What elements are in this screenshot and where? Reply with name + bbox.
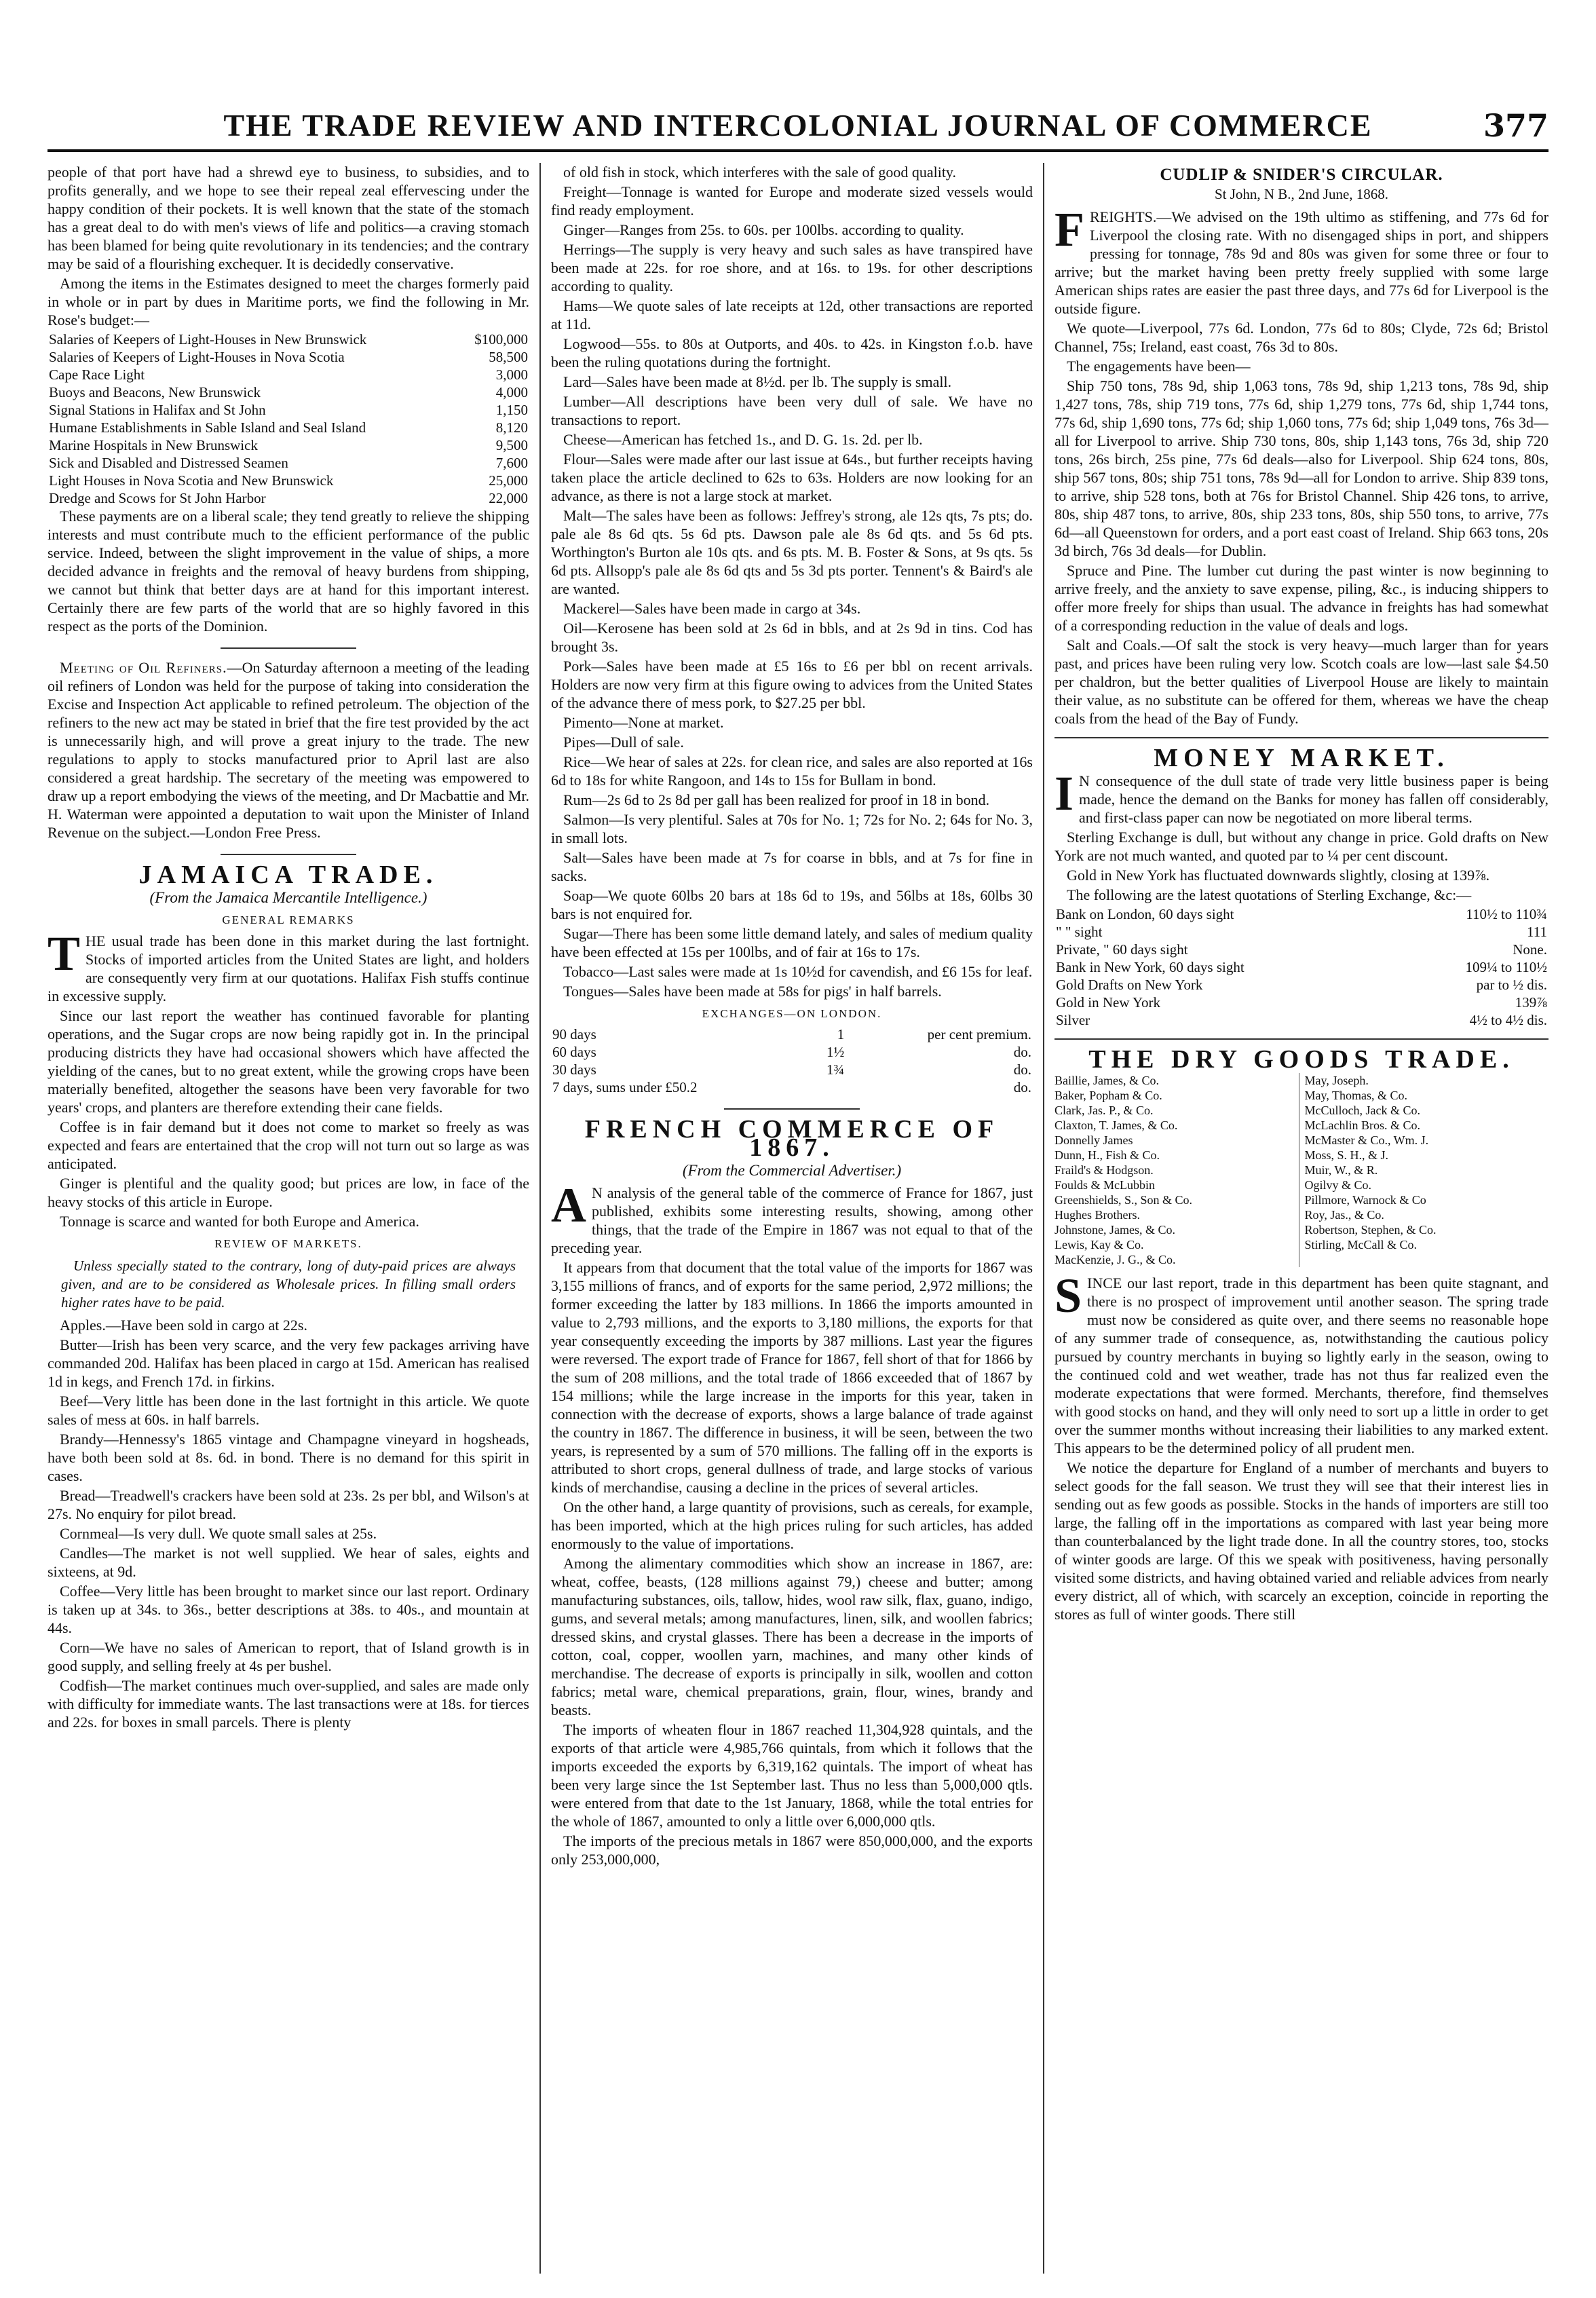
section-divider <box>221 647 356 649</box>
quote-row-label: " " sight <box>1056 924 1103 940</box>
exchange-row-term: 7 days, sums under £50.2 <box>552 1079 698 1095</box>
exchange-row-term: 90 days <box>552 1026 596 1042</box>
budget-row-amount: $100,000 <box>474 331 528 347</box>
merchant-name: Donnelly James <box>1054 1133 1133 1147</box>
budget-row-amount: 4,000 <box>495 384 528 400</box>
exchange-row-term: 30 days <box>552 1061 596 1078</box>
market-entry: Mackerel—Sales have been made in cargo at 34s. <box>563 600 861 617</box>
merchant-name: Roy, Jas., & Co. <box>1304 1208 1384 1222</box>
exchange-row <box>551 1061 1033 1078</box>
budget-row-item: Humane Establishments in Sable Island and Seal Island <box>49 419 366 436</box>
cudlip-paragraph: We quote—Liverpool, 77s 6d. London, 77s 6d to 80s; Clyde, 72s 6d; Bristol Channel, 75s; Ireland, east coast, 76s 3d to 80s. <box>1054 320 1548 355</box>
drop-cap: I <box>1054 766 1074 821</box>
money-first-text: N consequence of the dull state of trade very little business paper is being made, hence the demand on the Banks for money has fallen off considerably, and first-class paper can now be negotiated on more liberal terms. <box>1079 772 1548 826</box>
market-entry: Rum—2s 6d to 2s 8d per gall has been realized for proof in 18 in bond. <box>563 791 990 808</box>
column-1 <box>48 163 529 2267</box>
exchange-row <box>551 1025 1033 1043</box>
french-paragraph: It appears from that document that the total value of the imports for 1867 was 3,155 millions of francs, and of exports for the same period, 2,972 millions; the former exceeding the latter by 183 millions. In 1866 the imports amounted in value to 2,793 millions, and the exports to 3,180 millions, the exports for that year consequently exceeding the imports by 387 millions. Last year the figures were reversed. The export trade of France for 1867, fell short of that for 1866 by the sum of 208 millions, and the total trade of 1866 exceeded that of 1867 by 154 millions; while the large increase in the imports for this year, taken in connection with the decrease of exports, shows a large balance of trade against the country in 1867. The difference in business, it will be seen, between the two years, is represented by a sum of 570 millions. The falling off in the exports is attributed to short crops, general dullness of trade, and large stocks of various kinds of merchandise, causing a decline in the prices of several articles. <box>551 1259 1033 1496</box>
market-entry: Logwood—55s. to 80s at Outports, and 40s. to 42s. in Kingston f.o.b. have been the ruling quotations during the fortnight. <box>551 335 1033 371</box>
market-entry: Bread—Treadwell's crackers have been sold at 23s. 2s per bbl, and Wilson's at 27s. No enquiry for pilot bread. <box>48 1487 529 1522</box>
cudlip-paragraph: Salt and Coals.—Of salt the stock is very heavy—much larger than for years past, and prices have been ruling very low. Scotch coals are low—last sale $4.50 per chaldron, but the better qualities of Liverpool House are likely to maintain their value, as no substitute can be offered for them, whereas we have the cheap coals from the head of the Bay of Fundy. <box>1054 637 1548 727</box>
market-entry: Flour—Sales were made after our last issue at 64s., but further receipts having taken place the article declined to 62s to 63s. Holders are now looking for an advance, as there is not a large stock at market. <box>551 451 1033 504</box>
exchange-row-note: per cent premium. <box>927 1026 1031 1042</box>
merchant-name: Muir, W., & R. <box>1304 1163 1378 1177</box>
cudlip-circular-heading: CUDLIP & SNIDER'S CIRCULAR. <box>1160 166 1443 184</box>
market-entry: Herrings—The supply is very heavy and such sales as have transpired have been made at 22s. for roe shore, and at 16s. to 19s. for other descriptions according to quality. <box>551 241 1033 295</box>
quote-row <box>1054 1011 1548 1029</box>
merchant-name: McLachlin Bros. & Co. <box>1304 1118 1420 1132</box>
newspaper-page <box>48 48 1548 2274</box>
jamaica-trade-heading: JAMAICA TRADE. <box>138 861 438 889</box>
column-2 <box>551 163 1033 2267</box>
budget-row <box>48 331 529 348</box>
market-entry: Sugar—There has been some little demand lately, and sales of medium quality have been effected at 15s per 100lbs, and of fair at 16s to 17s. <box>551 925 1033 960</box>
quote-row-value: 139⅞ <box>1515 994 1547 1011</box>
drop-cap: A <box>551 1178 586 1232</box>
jamaica-paragraph: Coffee is in fair demand but it does not come to market so freely as was expected and fears are entertained that the crop will not turn out so large as was anticipated. <box>48 1118 529 1172</box>
budget-row-amount: 58,500 <box>489 349 528 365</box>
exchange-row <box>551 1043 1033 1061</box>
money-paragraph: The following are the latest quotations of Sterling Exchange, &c:— <box>1067 886 1472 903</box>
market-entry: Pork—Sales have been made at £5 16s to £6 per bbl on recent arrivals. Holders are now very firm at this figure owing to advices from the United States of the advance there of mess pork, to $27.25 per bbl. <box>551 658 1033 711</box>
merchant-name: Pillmore, Warnock & Co <box>1304 1193 1426 1207</box>
market-entry: Oil—Kerosene has been sold at 2s 6d in bbls, and at 2s 9d in tins. Cod has brought 3s. <box>551 620 1033 655</box>
jamaica-first-text: HE usual trade has been done in this market during the last fortnight. Stocks of imported articles from the United States are light, and holders are consequently very firm at our quotations. Halifax Fish stuffs continue in excessive supply. <box>48 933 529 1004</box>
market-entry: Pimento—None at market. <box>563 714 724 731</box>
french-commerce-heading: FRENCH COMMERCE OF 1867. <box>584 1115 1000 1162</box>
cudlip-paragraph: The engagements have been— <box>1067 358 1251 375</box>
quote-row-label: Gold Drafts on New York <box>1056 977 1203 993</box>
exchange-row <box>551 1078 1033 1096</box>
budget-row-amount: 1,150 <box>495 402 528 418</box>
merchant-name: Johnstone, James, & Co. <box>1054 1223 1175 1237</box>
exchange-row-note: do. <box>1013 1061 1031 1078</box>
cudlip-paragraph: Ship 750 tons, 78s 9d, ship 1,063 tons, 78s 9d, ship 1,213 tons, 78s 9d, ship 1,427 tons, 78s, ship 719 tons, 77s 6d, ship 1,279 tons, 77s 6d, ship 1,744 tons, 77s 6d, ship 1,690 tons, 77s 6d; ship 1,060 tons, 77s 6d; ship 1,049 tons, 76s 3d—all for Liverpool to arrive. Ship 730 tons, 80s, ship 1,143 tons, 76s 3d, ship 720 tons, 26s birch, 25s pine, 77s 6d deals—also for Liverpool. Ship 624 tons, 80s, ship 567 tons, 80s; ship 751 tons, 78s 9d—all for London to arrive. Ship 839 tons, to arrive, ship 528 tons, both at 76s for Bristol Channel. Ship 426 tons, to arrive, 80s, ship 487 tons, to arrive, 80s, ship 233 tons, 80s, ship 550 tons, to arrive, 77s 6d—all Queenstown for orders, and a port east coast of Ireland. Ship 663 tons, 20s 3d birch, 76s 3d deals—for Dublin. <box>1054 377 1548 559</box>
quote-row <box>1054 994 1548 1011</box>
budget-row <box>48 436 529 454</box>
merchant-name: Ogilvy & Co. <box>1304 1178 1372 1192</box>
merchant-name: MacKenzie, J. G., & Co. <box>1054 1253 1176 1266</box>
quote-row-label: Silver <box>1056 1012 1090 1028</box>
quote-row <box>1054 923 1548 941</box>
budget-commentary: These payments are on a liberal scale; they tend greatly to relieve the shipping interests and must contribute much to the efficient performance of the public service. Indeed, between the slight improvement in the value of ships, a more decided advance in freights and the removal of heavy burdens from shipping, we cannot but think that better days are at hand for this important interest. Certainly there are few parts of the world that are so highly favored in this respect as the ports of the Dominion. <box>48 508 529 635</box>
money-first-paragraph <box>1054 766 1548 827</box>
quote-row-label: Bank on London, 60 days sight <box>1056 906 1234 922</box>
budget-row-amount: 25,000 <box>489 472 528 489</box>
market-entry: Codfish—The market continues much over-supplied, and sales are made only with difficulty for immediate wants. The last transactions were at 18s. for tierces and 22s. for boxes in small parcels. There is plenty <box>48 1677 529 1731</box>
market-entry: Lard—Sales have been made at 8½d. per lb. The supply is small. <box>563 373 952 390</box>
drop-cap: F <box>1054 202 1084 257</box>
market-entry: of old fish in stock, which interferes with the sale of good quality. <box>563 164 957 181</box>
french-paragraph: On the other hand, a large quantity of provisions, such as cereals, for example, has been imported, which at the high prices ruling for such articles, has added enormously to the value of importations. <box>551 1499 1033 1552</box>
quote-row <box>1054 958 1548 976</box>
quote-row-label: Private, " 60 days sight <box>1056 941 1188 958</box>
cudlip-paragraph: Spruce and Pine. The lumber cut during the past winter is now beginning to arrive freely, and the anxiety to save expense, piling, &c., is inducing shippers to offer more freely for ships than usual. The advance in freights has had somewhat of a corresponding reduction in the value of deals and logs. <box>1054 562 1548 634</box>
general-remarks-heading: GENERAL REMARKS <box>222 913 355 926</box>
merchant-name: May, Joseph. <box>1304 1074 1369 1087</box>
merchant-name: Dunn, H., Fish & Co. <box>1054 1148 1160 1162</box>
merchant-name: Lewis, Kay & Co. <box>1054 1238 1144 1251</box>
market-entry: Ginger—Ranges from 25s. to 60s. per 100lbs. according to quality. <box>563 221 964 238</box>
market-entry: Hams—We quote sales of late receipts at 12d, other transactions are reported at 11d. <box>551 297 1033 333</box>
drop-cap: S <box>1054 1268 1082 1323</box>
oil-refiners-article <box>48 658 529 842</box>
review-note: Unless specially stated to the contrary, long of duty-paid prices are always given, and are to be considered as Wholesale prices. In filling small orders higher rates have to be paid. <box>61 1258 516 1311</box>
budget-row-item: Salaries of Keepers of Light-Houses in Nova Scotia <box>49 349 345 365</box>
budget-row-amount: 9,500 <box>495 437 528 453</box>
budget-row-amount: 3,000 <box>495 366 528 383</box>
budget-row <box>48 383 529 401</box>
dry-goods-first-text: INCE our last report, trade in this department has been quite stagnant, and there is no prospect of improvement until another season. The spring trade must now be considered as quite over, and there seems no reasonable hope of any summer trade of consequence, as, notwithstanding the cautious policy pursued by country merchants in buying so lightly early in the season, owing to the continued cold and wet weather, trade has not thus far realized even the moderate expectations that were formed. Merchants, therefore, find themselves with good stocks on hand, and they will only need to sort up a little in order to get over the summer months without increasing their liabilities to any marked extent. This appears to be the determined policy of all prudent men. <box>1054 1275 1548 1456</box>
merchants-list <box>1054 1073 1548 1267</box>
oil-refiners-text: —On Saturday afternoon a meeting of the leading oil refiners of London was held for the purpose of taking into consideration the Excise and Inspection Act applicable to refined petroleum. The objection of the refiners to the new act may be stated in brief that the fire test provided by the act is unnecessarily high, and will prove a great injury to the trade. The new regulations to apply to stocks manufactured prior to April last are also considered a great hardship. The secretary of the meeting was empowered to draw up a report embodying the views of the meeting, and Dr Macbattie and Mr. H. Waterman were appointed a deputation to wait upon the Minister of Inland Revenue on the subject.—London Free Press. <box>48 659 529 841</box>
exchange-row-rate: 1¾ <box>826 1061 845 1078</box>
french-paragraph: Among the alimentary commodities which show an increase in 1867, are: wheat, coffee, beasts, (128 millions against 79,) cheese and butter; among manufacturing substances, oils, tallow, hides, wool raw silk, flax, guano, indigo, gums, and several metals; among manufactures, linen, silk, and woollen fabrics; dressed skins, and crystal glasses. There has been a decrease in the imports of cotton, coal, copper, woollen yarn, machines, and many other kinds of merchandise. The decrease of exports is principally in silk, woollen and cotton fabrics; metal ware, chemical preparations, grain, flour, wines, brandy and beasts. <box>551 1555 1033 1718</box>
market-entry: Salmon—Is very plentiful. Sales at 70s for No. 1; 72s for No. 2; 64s for No. 3, in small lots. <box>551 811 1033 846</box>
budget-row <box>48 366 529 383</box>
quote-row-value: par to ½ dis. <box>1476 977 1547 993</box>
cudlip-dateline: St John, N B., 2nd June, 1868. <box>1214 186 1389 202</box>
merchant-name: Stirling, McCall & Co. <box>1304 1238 1418 1251</box>
quote-row <box>1054 976 1548 994</box>
budget-row-item: Signal Stations in Halifax and St John <box>49 402 266 418</box>
merchant-name: Moss, S. H., & J. <box>1304 1148 1389 1162</box>
french-paragraph: The imports of the precious metals in 1867 were 850,000,000, and the exports only 253,000,000, <box>551 1832 1033 1868</box>
market-entry: Corn—We have no sales of American to report, that of Island growth is in good supply, and selling freely at 4s per bushel. <box>48 1639 529 1674</box>
market-entry: Malt—The sales have been as follows: Jeffrey's strong, ale 12s qts, 7s pts; do. pale ale 8s 6d qts. 5s 6d pts. Dawson pale ale 8s 6d qts. and 5s 6d pts. Worthington's Burton ale 10s qts. and 6s pts. M. B. Foster & Sons, at 9s qts. 5s 6d pts. Allsopp's pale ale 8s 6d qts and 5s 3d pts porter. Tennent's & Baird's ale are wanted. <box>551 507 1033 597</box>
french-paragraph: The imports of wheaten flour in 1867 reached 11,304,928 quintals, and the exports of that article were 4,985,766 quintals, from which it follows that the imports exceeded the exports by 6,319,162 quintals. The import of wheat has been very large since the 1st September last. Thus no less than 5,000,000 qtls. were entered from that date to the 1st January, 1868, while the total entries for the whole of 1867, amounted to only a little over 6,000,000 qtls. <box>551 1721 1033 1830</box>
merchant-name: Claxton, T. James, & Co. <box>1054 1118 1178 1132</box>
review-of-markets-heading: REVIEW OF MARKETS. <box>214 1237 362 1250</box>
market-entry: Candles—The market is not well supplied. We hear of sales, eights and sixteens, at 9d. <box>48 1545 529 1580</box>
merchant-name: Greenshields, S., Son & Co. <box>1054 1193 1193 1207</box>
budget-row <box>48 419 529 436</box>
exchanges-heading: EXCHANGES—ON LONDON. <box>702 1007 882 1020</box>
budget-table <box>48 331 529 507</box>
market-entry: Apples.—Have been sold in cargo at 22s. <box>60 1317 307 1334</box>
dry-goods-heading: THE DRY GOODS TRADE. <box>1088 1045 1515 1074</box>
quote-row-value: 109¼ to 110½ <box>1465 959 1547 975</box>
money-paragraph: Sterling Exchange is dull, but without any change in price. Gold drafts on New York are not much wanted, and quoted par to ¼ per cent discount. <box>1054 829 1548 864</box>
merchant-name: McCulloch, Jack & Co. <box>1304 1104 1420 1117</box>
exchange-row-rate: 1½ <box>826 1044 845 1060</box>
budget-row-amount: 7,600 <box>495 455 528 471</box>
french-first-text: N analysis of the general table of the commerce of France for 1867, just published, exhibits some interesting results, showing, among other things, that the trade of the Empire in 1867 was not equal to that of the preceding year. <box>551 1184 1033 1256</box>
jamaica-source: (From the Jamaica Mercantile Intelligence.) <box>149 889 428 906</box>
budget-row-item: Dredge and Scows for St John Harbor <box>49 490 266 506</box>
market-entry: Soap—We quote 60lbs 20 bars at 18s 6d to 19s, and 56lbs at 18s, 60lbs 30 bars is not enquired for. <box>551 887 1033 922</box>
drop-cap: T <box>48 926 81 981</box>
merchant-name: May, Thomas, & Co. <box>1304 1089 1407 1102</box>
budget-row <box>48 472 529 489</box>
budget-row-amount: 22,000 <box>489 490 528 506</box>
market-entry: Pipes—Dull of sale. <box>563 734 684 751</box>
quote-row <box>1054 941 1548 958</box>
market-entry: Lumber—All descriptions have been very dull of sale. We have no transactions to report. <box>551 393 1033 428</box>
exchange-row-rate: 1 <box>837 1026 845 1042</box>
sterling-quotes-table <box>1054 905 1548 1029</box>
quote-row-value: 110½ to 110¾ <box>1466 906 1547 922</box>
oil-refiners-lead: Meeting of Oil Refiners. <box>60 659 227 676</box>
section-rule <box>1054 1038 1548 1040</box>
market-entry: Butter—Irish has been very scarce, and the very few packages arriving have commanded 20d. Halifax has been placed in cargo at 15d. American has realised 1d in kegs, and French 17d. in firkins. <box>48 1336 529 1390</box>
market-entry: Tobacco—Last sales were made at 1s 10½d for cavendish, and £6 15s for leaf. <box>563 963 1033 980</box>
intro-paragraph: people of that port have had a shrewd eye to business, to subsidies, and to profits generally, and we hope to see their repeal zeal effervescing under the happy condition of their pockets. It is well known that the state of the stomach has a great deal to do with men's views of life and politics—a craving stomach has been blamed for being quite revolutionary in its tendencies; and the contrary may be said of a flourishing exchequer. It is decidedly conservative. <box>48 164 529 272</box>
market-entry: Cheese—American has fetched 1s., and D. G. 1s. 2d. per lb. <box>563 431 923 448</box>
money-market-heading: MONEY MARKET. <box>1154 744 1449 772</box>
merchant-name: Clark, Jas. P., & Co. <box>1054 1104 1154 1117</box>
quote-row-label: Gold in New York <box>1056 994 1161 1011</box>
budget-row <box>48 489 529 507</box>
merchant-name: Foulds & McLubbin <box>1054 1178 1156 1192</box>
journal-title: THE TRADE REVIEW AND INTERCOLONIAL JOURNAL OF COMMERCE <box>223 108 1373 143</box>
exchange-row-note: do. <box>1013 1044 1031 1060</box>
merchants-list-left <box>1054 1073 1299 1267</box>
jamaica-first-paragraph <box>48 926 529 1005</box>
cudlip-first-text: REIGHTS.—We advised on the 19th ultimo as stiffening, and 77s 6d for Liverpool the closing rate. With no disengaged ships in port, and shippers pressing for tonnage, 78s 9d and 80s was given for some three or four to arrive; but the market having been pretty freely supplied with some large American ships rates are easier the past three days, and 77s 6d for Liverpool is the outside figure. <box>1054 208 1548 317</box>
column-3 <box>1054 163 1548 2267</box>
merchant-name: McMaster & Co., Wm. J. <box>1304 1133 1429 1147</box>
exchanges-table <box>551 1025 1033 1096</box>
cudlip-first-paragraph <box>1054 202 1548 318</box>
budget-row <box>48 401 529 419</box>
dry-goods-paragraph: We notice the departure for England of a number of merchants and buyers to select goods for the fall season. We trust they will see that their interest lies in sending out as few goods as possible. Stocks in the hands of importers are still too large, the falling off in the importations as compared with last year being more than counterbalanced by the light trade done. In all the country stores, too, stocks of winter goods are large. Of this we speak with positiveness, having personally visited some districts, and having obtained varied and reliable advices from nearly every district, all of which, with scarcely an exception, coincide in reporting the stores as full of winter goods. There still <box>1054 1459 1548 1623</box>
quote-row-label: Bank in New York, 60 days sight <box>1056 959 1244 975</box>
budget-row <box>48 348 529 366</box>
french-first-paragraph <box>551 1178 1033 1257</box>
jamaica-paragraph: Tonnage is scarce and wanted for both Europe and America. <box>60 1213 419 1230</box>
budget-row-item: Buoys and Beacons, New Brunswick <box>49 384 261 400</box>
budget-row-item: Light Houses in Nova Scotia and New Brunswick <box>49 472 334 489</box>
market-entry: Brandy—Hennessy's 1865 vintage and Champagne vineyard in hogsheads, have both been sold at 8s. 6d. in bond. There is no demand for this spirit in cases. <box>48 1431 529 1484</box>
section-divider <box>221 854 356 855</box>
jamaica-paragraph: Ginger is plentiful and the quality good; but prices are low, in face of the heavy stocks of this article in Europe. <box>48 1175 529 1210</box>
merchant-name: Hughes Brothers. <box>1054 1208 1140 1222</box>
merchant-name: Fraild's & Hodgson. <box>1054 1163 1154 1177</box>
money-paragraph: Gold in New York has fluctuated downwards slightly, closing at 139⅞. <box>1067 867 1490 884</box>
intro-paragraph: Among the items in the Estimates designed to meet the charges formerly paid in whole or in part by dues in Maritime ports, we find the following in Mr. Rose's budget:— <box>48 275 529 328</box>
section-divider <box>724 1108 860 1110</box>
merchant-name: Baillie, James, & Co. <box>1054 1074 1159 1087</box>
budget-row-item: Salaries of Keepers of Light-Houses in New Brunswick <box>49 331 367 347</box>
dry-goods-first-paragraph <box>1054 1268 1548 1457</box>
quote-row-value: None. <box>1513 941 1547 958</box>
budget-row-amount: 8,120 <box>495 419 528 436</box>
exchange-row-term: 60 days <box>552 1044 596 1060</box>
budget-row <box>48 454 529 472</box>
french-source: (From the Commercial Advertiser.) <box>682 1162 902 1179</box>
section-rule <box>1054 737 1548 738</box>
merchant-name: Baker, Popham & Co. <box>1054 1089 1162 1102</box>
quote-row <box>1054 905 1548 923</box>
market-entry: Coffee—Very little has been brought to market since our last report. Ordinary is taken up at 34s. to 36s., better descriptions at 38s. to 40s., and mountain at 44s. <box>48 1583 529 1636</box>
page-number: 377 <box>1483 107 1548 144</box>
market-entry: Beef—Very little has been done in the last fortnight in this article. We quote sales of mess at 60s. in half barrels. <box>48 1393 529 1428</box>
market-entry: Freight—Tonnage is wanted for Europe and moderate sized vessels would find ready employment. <box>551 183 1033 219</box>
market-entry: Cornmeal—Is very dull. We quote small sales at 25s. <box>60 1525 377 1542</box>
market-entry: Tongues—Sales have been made at 58s for pigs' in half barrels. <box>563 983 942 1000</box>
page-header <box>48 95 1548 152</box>
jamaica-paragraph: Since our last report the weather has continued favorable for planting operations, and the Sugar crops are now being rapidly got in. In the principal producing districts they have had occasional showers which have affected the yielding of the canes, but to no great extent, while the growing crops have been materially benefited, altogether the seasons have been very favorable for two years' crops, and planters are therefore extending their cane fields. <box>48 1007 529 1116</box>
quote-row-value: 111 <box>1527 924 1547 940</box>
exchange-row-note: do. <box>1013 1079 1031 1095</box>
market-entry: Rice—We hear of sales at 22s. for clean rice, and sales are also reported at 16s 6d to 18s for white Rangoon, and 14s to 15s for Bullam in bond. <box>551 753 1033 789</box>
budget-row-item: Cape Race Light <box>49 366 145 383</box>
merchant-name: Robertson, Stephen, & Co. <box>1304 1223 1437 1237</box>
exchange-row-rate <box>810 1078 846 1096</box>
budget-row-item: Marine Hospitals in New Brunswick <box>49 437 258 453</box>
quote-row-value: 4½ to 4½ dis. <box>1469 1012 1547 1028</box>
merchants-list-right <box>1299 1073 1549 1267</box>
budget-row-item: Sick and Disabled and Distressed Seamen <box>49 455 288 471</box>
market-entry: Salt—Sales have been made at 7s for coarse in bbls, and at 7s for fine in sacks. <box>551 849 1033 884</box>
